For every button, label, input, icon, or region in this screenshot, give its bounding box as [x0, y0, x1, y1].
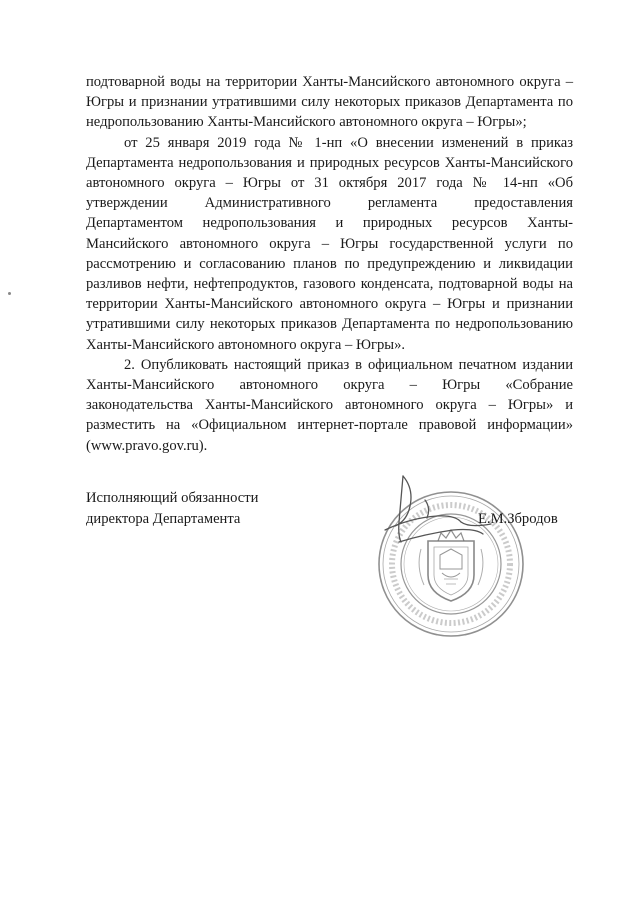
document-body — [86, 72, 573, 456]
paragraph-publication: 2. Опубликовать настоящий приказ в официальном печатном издании Ханты-Мансийского автономного округа – Югры «Собрание законодательства Ханты-Мансийского автономного округа – Югры» и разместить на «Официальном интернет-портале правовой информации» (www.pravo.gov.ru). — [86, 356, 573, 454]
signatory-title-line2: директора Департамента — [86, 510, 241, 527]
paragraph-order-amendment: от 25 января 2019 года № 1-нп «О внесении изменений в приказ Департамента недропользования и природных ресурсов Ханты-Мансийского автономного округа – Югры от 31 октября 2017 года № 14-нп «Об утверждении Административного регламента предоставления Департаментом недропользования и природных ресурсов Ханты-Мансийского автономного округа – Югры государственной услуги по рассмотрению и согласованию планов по предупреждению и ликвидации разливов нефти, нефтепродуктов, газового конденсата, подтоварной воды на территории Ханты-Мансийского автономного округа – Югры и признании утратившими силу некоторых приказов Департамента по недропользованию Ханты-Мансийского автономного округа – Югры». — [86, 134, 573, 353]
margin-speck — [8, 292, 11, 295]
signatory-title-line1: Исполняющий обязанности — [86, 490, 259, 506]
signatory-title — [86, 488, 258, 529]
signer-name: Е.М.Збродов — [478, 511, 558, 527]
paragraph-continuation: подтоварной воды на территории Ханты-Мансийского автономного округа – Югры и признании утратившими силу некоторых приказов Департамента по недропользованию Ханты-Мансийского автономного округа – Югры»; — [86, 74, 573, 131]
